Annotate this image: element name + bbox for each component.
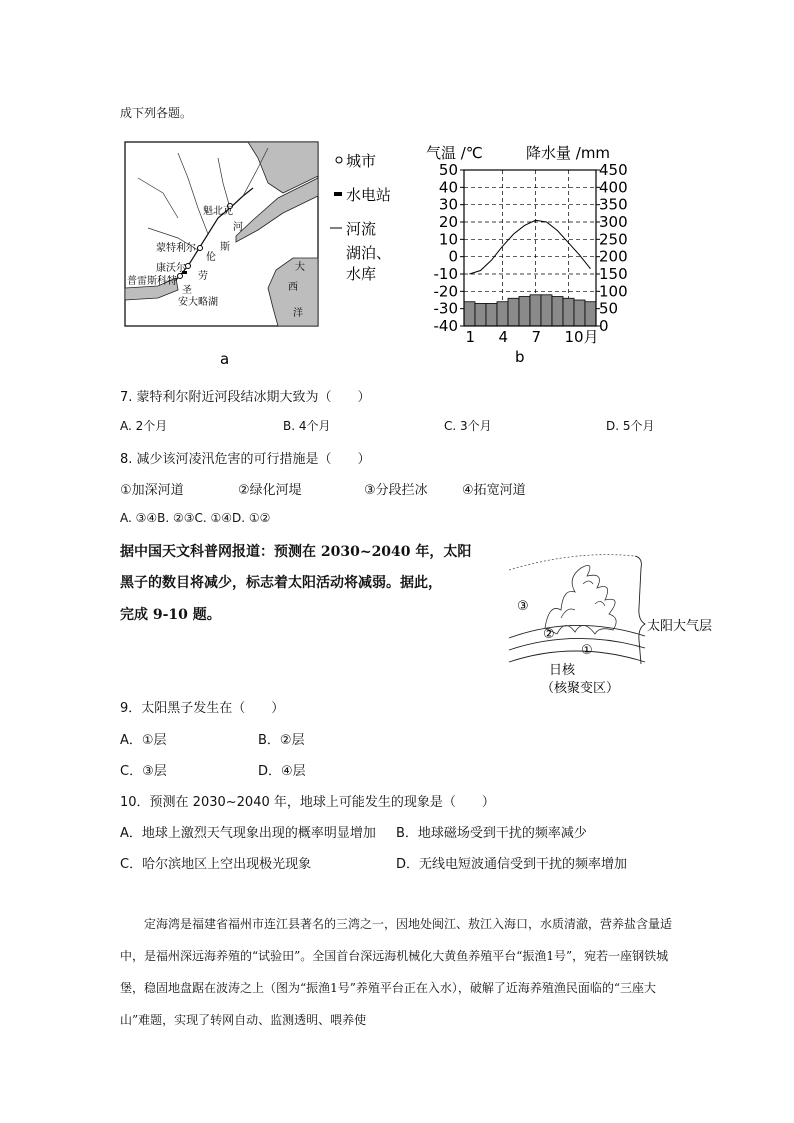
precip-axis-label: 降水量 /mm xyxy=(526,144,611,162)
left-tick-label: 0 xyxy=(448,247,458,266)
sun-intro-line-3: 完成 9-10 题。 xyxy=(120,607,221,623)
q7-option-b[interactable]: B. 4个月 xyxy=(283,419,331,433)
label-prescott: 普雷斯科特 xyxy=(127,276,177,287)
left-tick-label: -40 xyxy=(433,317,458,335)
left-tick-label: -20 xyxy=(433,282,458,301)
q8-measure-4: ④拓宽河道 xyxy=(462,483,526,498)
q9-stem: 9．太阳黑子发生在（ ） xyxy=(120,701,285,716)
label-quebec: 魁北克 xyxy=(203,206,233,217)
q10-option-b[interactable]: B．地球磁场受到干扰的频率减少 xyxy=(396,826,587,841)
right-tick-label: 50 xyxy=(599,299,619,318)
legend-lake-2: 水库 xyxy=(346,265,377,283)
right-tick-label: 250 xyxy=(599,230,628,249)
q8-measure-3: ③分段拦冰 xyxy=(364,483,428,498)
label-ocean-3: 洋 xyxy=(293,308,303,319)
x-tick-label: 10月 xyxy=(564,328,599,346)
precip-bar xyxy=(585,302,596,326)
left-tick-label: 20 xyxy=(438,213,458,231)
chart-bars xyxy=(464,295,596,326)
right-tick-label: 350 xyxy=(599,195,628,214)
q7-stem: 7. 蒙特利尔附近河段结冰期大致为（ ） xyxy=(120,390,371,405)
city-prescott xyxy=(178,274,183,279)
right-tick-label: 400 xyxy=(599,178,628,197)
q8-stem: 8. 减少该河凌汛危害的可行措施是（ ） xyxy=(120,452,371,467)
q9-option-d[interactable]: D．④层 xyxy=(258,764,306,779)
left-tick-label: -30 xyxy=(433,299,458,318)
map-figure xyxy=(118,138,418,368)
label-cornwall: 康沃尔 xyxy=(156,263,186,274)
label-river-1: 河 xyxy=(233,222,243,233)
q7-option-a[interactable]: A. 2个月 xyxy=(120,419,168,433)
precip-bar xyxy=(530,295,541,326)
right-tick-label: 300 xyxy=(599,213,628,231)
temp-axis-label: 气温 /℃ xyxy=(426,144,483,162)
q9-option-a[interactable]: A．①层 xyxy=(120,733,167,748)
precip-bar xyxy=(486,303,497,326)
q10-option-a[interactable]: A．地球上激烈天气现象出现的概率明显增加 xyxy=(120,826,376,841)
sun-core-label: 日核 xyxy=(549,663,576,678)
q9-option-c[interactable]: C．③层 xyxy=(120,764,167,779)
caption-a: a xyxy=(220,350,230,368)
sun-intro-line-1: 据中国天文科普网报道：预测在 2030~2040 年，太阳 xyxy=(120,544,472,560)
city-cornwall xyxy=(186,264,191,269)
label-ocean-1: 大 xyxy=(295,262,305,273)
legend-hydro-icon xyxy=(334,192,342,196)
q9-option-b[interactable]: B．②层 xyxy=(258,733,305,748)
intro-text: 成下列各题。 xyxy=(120,106,193,120)
precip-bar xyxy=(563,298,574,326)
left-tick-label: -10 xyxy=(433,265,458,283)
right-tick-label: 0 xyxy=(599,317,609,335)
precip-bar xyxy=(508,298,519,326)
passage: 定海湾是福建省福州市连江县著名的三湾之一，因地处闽江、敖江入海口，水质清澈，营养盐含量适中，是福州深远海养殖的“试验田”。全国首台深远海机械化大黄鱼养殖平台“振渔1号”，宛若一座钢铁城堡，稳固地盘踞在波涛之上（图为“振渔1号”养殖平台正在入水），破解了近海养殖渔民面临的“三座大山”难题，实现了转网自动、监测透明、喂养使 xyxy=(120,917,673,1027)
left-ticks xyxy=(434,161,465,335)
temp-line xyxy=(470,220,591,274)
sun-structure-figure xyxy=(505,548,735,700)
q7-option-c[interactable]: C. 3个月 xyxy=(444,419,492,433)
label-sheng: 圣 xyxy=(182,285,192,296)
right-tick-label: 450 xyxy=(599,161,628,179)
precip-bar xyxy=(541,295,552,326)
q8-options[interactable]: A. ③④B. ②③C. ①④D. ①② xyxy=(120,511,271,525)
label-lao: 劳 xyxy=(198,271,208,282)
precip-bar xyxy=(464,302,475,326)
label-ocean-2: 西 xyxy=(288,282,298,293)
q10-stem: 10．预测在 2030~2040 年，地球上可能发生的现象是（ ） xyxy=(120,795,495,810)
right-ticks xyxy=(596,161,628,335)
photosphere-arc xyxy=(509,638,645,650)
q10-option-d[interactable]: D．无线电短波通信受到干扰的频率增加 xyxy=(396,857,628,872)
q8-measure-2: ②绿化河堤 xyxy=(238,483,302,498)
legend-hydro: 水电站 xyxy=(346,186,392,204)
precip-bar xyxy=(574,300,585,326)
caption-b: b xyxy=(515,348,525,366)
q8-measure-1: ①加深河道 xyxy=(120,483,184,498)
x-tick-label: 7 xyxy=(531,328,542,346)
right-tick-label: 200 xyxy=(599,247,628,266)
right-tick-label: 100 xyxy=(599,282,628,301)
right-tick-label: 150 xyxy=(599,265,628,283)
left-tick-label: 40 xyxy=(438,178,458,197)
legend-city: 城市 xyxy=(346,152,377,170)
sun-mark-3: ③ xyxy=(517,599,529,614)
city-montreal xyxy=(198,246,203,251)
label-ontario: 安大略湖 xyxy=(178,297,218,308)
outer-atmosphere-arc xyxy=(509,555,635,570)
legend-river: 河流 xyxy=(346,220,377,238)
climate-chart xyxy=(420,138,640,370)
core-arc xyxy=(509,651,645,662)
label-lun: 伦 xyxy=(206,252,216,263)
precip-bar xyxy=(552,297,563,326)
sun-atmosphere-label: 太阳大气层 xyxy=(647,619,713,634)
precip-bar xyxy=(497,302,508,326)
sun-core-note: （核聚变区） xyxy=(541,681,620,696)
chromosphere-arc xyxy=(509,625,645,638)
precip-bar xyxy=(519,297,530,326)
q7-option-d[interactable]: D. 5个月 xyxy=(606,419,655,433)
q10-option-c[interactable]: C．哈尔滨地区上空出现极光现象 xyxy=(120,857,312,872)
x-tick-label: 1 xyxy=(465,328,476,346)
left-tick-label: 10 xyxy=(438,230,458,249)
precip-bar xyxy=(475,303,486,326)
legend-city-icon xyxy=(336,157,342,163)
label-river-2: 斯 xyxy=(220,242,230,253)
sun-mark-2: ② xyxy=(543,627,555,642)
prominence xyxy=(545,565,616,634)
prominence-inner xyxy=(561,581,605,618)
left-tick-label: 30 xyxy=(438,195,458,214)
x-tick-label: 4 xyxy=(498,328,509,346)
sun-intro-line-2: 黑子的数目将减少，标志着太阳活动将减弱。据此， xyxy=(120,575,442,591)
left-tick-label: 50 xyxy=(438,161,458,179)
label-montreal: 蒙特利尔 xyxy=(156,243,196,254)
legend-lake-1: 湖泊、 xyxy=(346,244,392,262)
x-ticks xyxy=(466,328,599,346)
sun-mark-1: ① xyxy=(581,643,593,658)
